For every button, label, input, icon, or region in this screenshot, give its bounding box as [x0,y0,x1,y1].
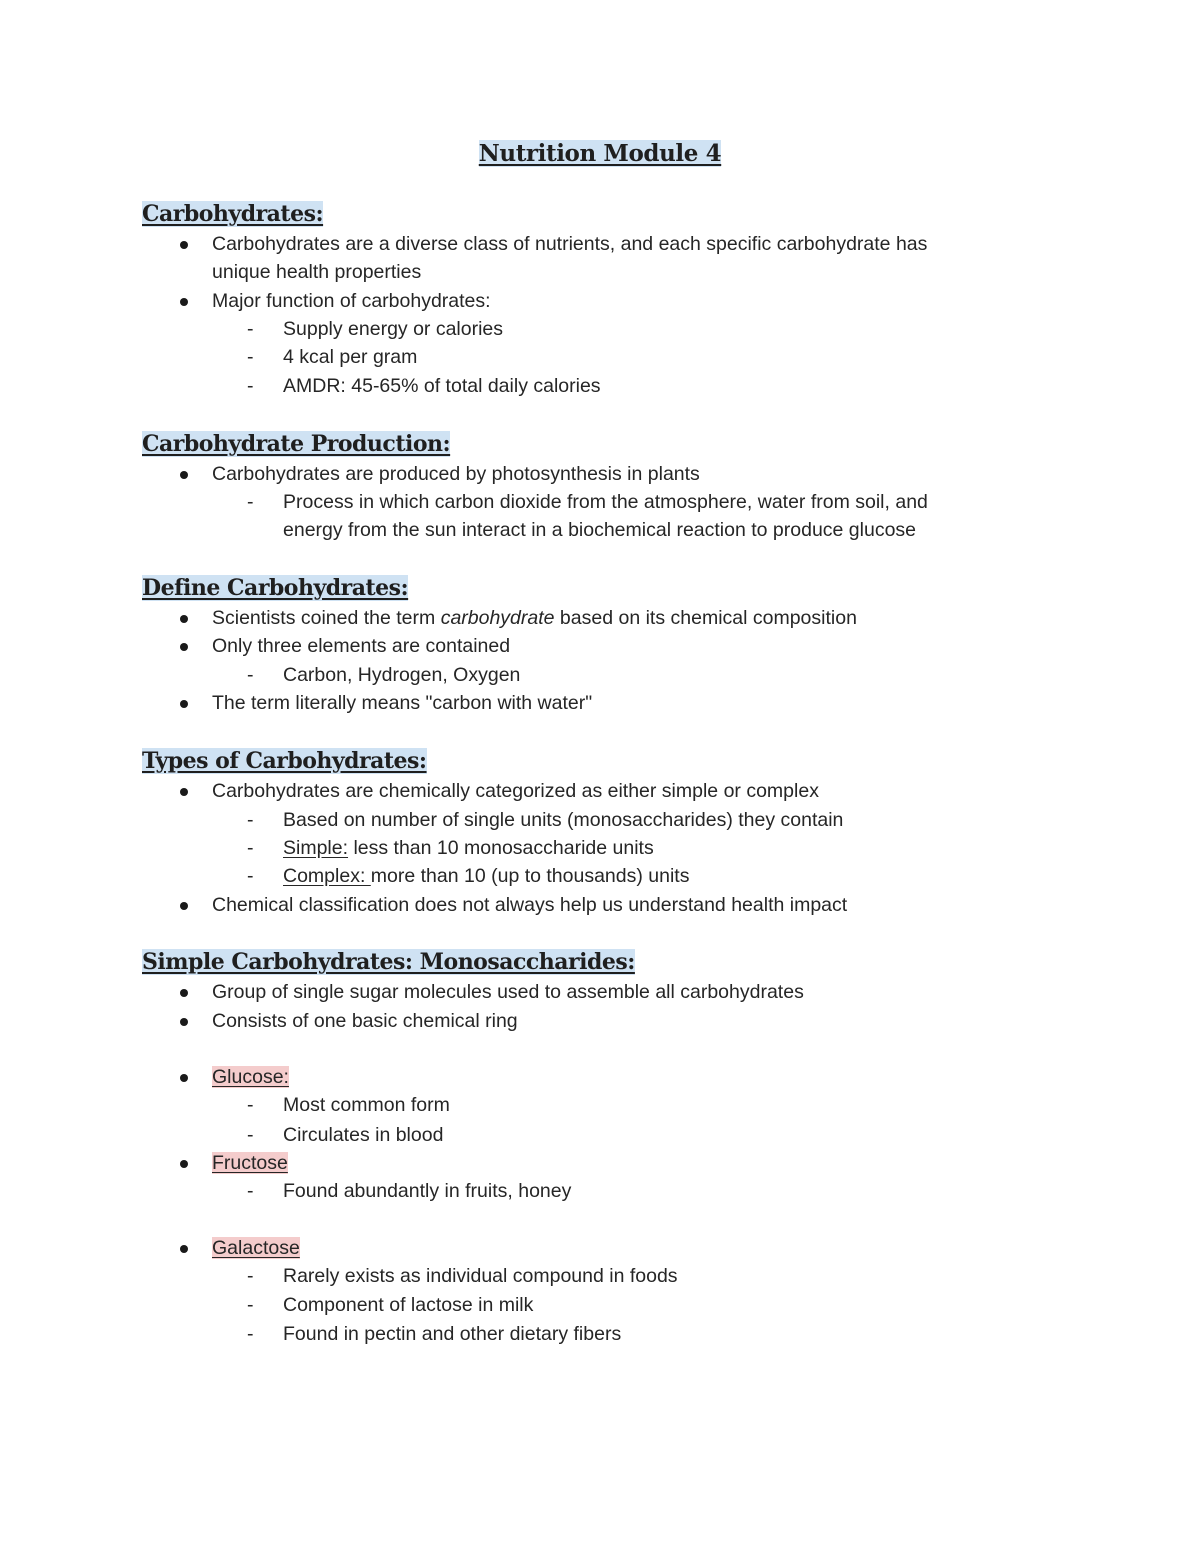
sub-list-item: - Supply energy or calories [283,315,503,343]
sub-list-item: - Found abundantly in fruits, honey [283,1177,571,1205]
sub-list-item: - Process in which carbon dioxide from the atmosphere, water from soil, and [283,488,928,516]
sub-list-item: - Complex: more than 10 (up to thousands) units [283,862,689,890]
sub-list-item: - AMDR: 45-65% of total daily calories [283,372,601,400]
sub-list-item: - Based on number of single units (monosaccharides) they contain [283,806,843,834]
list-item: Carbohydrates are chemically categorized as either simple or complex [212,777,819,805]
document-title: Nutrition Module 4 [478,140,722,167]
sub-list-item: - Circulates in blood [283,1121,443,1149]
list-item: The term literally means "carbon with water" [212,689,592,717]
heading-simple-carbohydrates: Simple Carbohydrates: Monosaccharides: [142,949,635,975]
list-item: Consists of one basic chemical ring [212,1007,518,1035]
list-item-glucose: Glucose: [212,1063,289,1091]
term-complex: Complex: [283,865,371,887]
list-item: Only three elements are contained [212,632,510,660]
sub-list-item: - Found in pectin and other dietary fibers [283,1320,621,1348]
list-item: Carbohydrates are produced by photosynthesis in plants [212,460,700,488]
heading-define-carbohydrates: Define Carbohydrates: [142,575,409,601]
term-simple: Simple: [283,837,349,859]
sub-list-item: - Rarely exists as individual compound in foods [283,1262,678,1290]
list-item: Chemical classification does not always help us understand health impact [212,891,847,919]
list-item-fructose: Fructose [212,1149,288,1177]
sub-list-item: - Most common form [283,1091,450,1119]
list-item-continuation: unique health properties [212,261,422,283]
list-item: Group of single sugar molecules used to assemble all carbohydrates [212,978,804,1006]
sub-list-item: - Carbon, Hydrogen, Oxygen [283,661,520,689]
heading-types-of-carbohydrates: Types of Carbohydrates: [142,748,427,774]
heading-carbohydrate-production: Carbohydrate Production: [142,431,451,457]
sub-list-item: - 4 kcal per gram [283,343,417,371]
sub-list-item-continuation: energy from the sun interact in a biochemical reaction to produce glucose [283,519,917,541]
list-item: Major function of carbohydrates: [212,287,491,315]
sub-list-item: - Simple: less than 10 monosaccharide units [283,834,654,862]
heading-carbohydrates: Carbohydrates: [142,201,324,227]
list-item: Carbohydrates are a diverse class of nutrients, and each specific carbohydrate has [212,230,927,258]
list-item-galactose: Galactose [212,1234,300,1262]
sub-list-item: - Component of lactose in milk [283,1291,533,1319]
list-item: Scientists coined the term carbohydrate based on its chemical composition [212,604,857,632]
